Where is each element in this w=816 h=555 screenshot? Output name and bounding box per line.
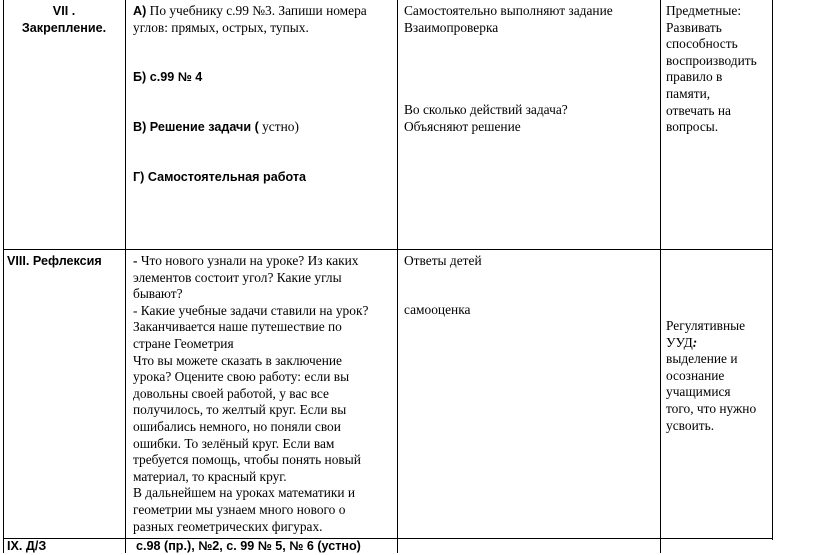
stage-cell-homework: IX. Д/З	[7, 539, 47, 553]
students-line-2: Взаимопроверка	[404, 19, 499, 35]
students-activity-consolidation-2	[404, 102, 658, 135]
column-divider-1	[125, 0, 126, 553]
table-border-left	[3, 0, 4, 553]
column-divider-3	[660, 0, 661, 553]
row-divider-8-9	[3, 538, 773, 539]
stage-title: Закрепление.	[21, 20, 107, 35]
students-self-assessment: самооценка	[404, 302, 471, 317]
homework-assignment: с.98 (пр.), №2, с. 99 № 5, № 6 (устно)	[136, 539, 361, 553]
table-border-right	[772, 0, 773, 540]
row-divider-7-8	[3, 249, 773, 250]
task-b: Б) с.99 № 4	[133, 70, 203, 84]
teacher-activity-consolidation	[133, 3, 395, 36]
task-g: Г) Самостоятельная работа	[133, 170, 307, 184]
stage-number: VII .	[52, 4, 76, 18]
task-v: В) Решение задачи ( устно)	[133, 119, 299, 134]
results-reflection: Регулятивные УУД: выделение и осознание учащимися того, что нужно усвоить.	[666, 318, 757, 433]
task-a-line2: углов: прямых, острых, тупых.	[133, 19, 309, 35]
stage-cell-consolidation	[6, 3, 122, 36]
students-line-1: Самостоятельно выполняют задание	[404, 3, 613, 18]
students-line-4: Объясняют решение	[404, 118, 521, 134]
task-a: А) По учебнику с.99 №3. Запиши номера	[133, 3, 367, 18]
students-activity-reflection: Ответы детей	[404, 253, 482, 268]
teacher-activity-reflection: - Что нового узнали на уроке? Из каких элементов состоит угол? Какие углы бывают? - Какие учебные задачи ставили на урок? Заканчивается наше путешествие по стране Геометрия Что вы можете сказать в заключение урока? Оцените свою работу: если вы довольны своей работой, у вас все получилось, то желтый круг. Если вы ошибались немного, но поняли свои ошибки. То зелёный круг. Если вам требуется помощь, чтобы понять новый материал, то красный круг. В дальнейшем на уроках математики и геометрии мы узнаем много нового о разных геометрических фигурах.	[133, 253, 369, 534]
students-line-3: Во сколько действий задача?	[404, 102, 568, 117]
students-activity-consolidation	[404, 3, 658, 36]
stage-cell-reflection: VIII. Рефлексия	[7, 254, 102, 268]
results-consolidation: Предметные: Развивать способность воспроизводить правило в памяти, отвечать на вопросы.	[666, 3, 757, 135]
column-divider-2	[397, 0, 398, 553]
